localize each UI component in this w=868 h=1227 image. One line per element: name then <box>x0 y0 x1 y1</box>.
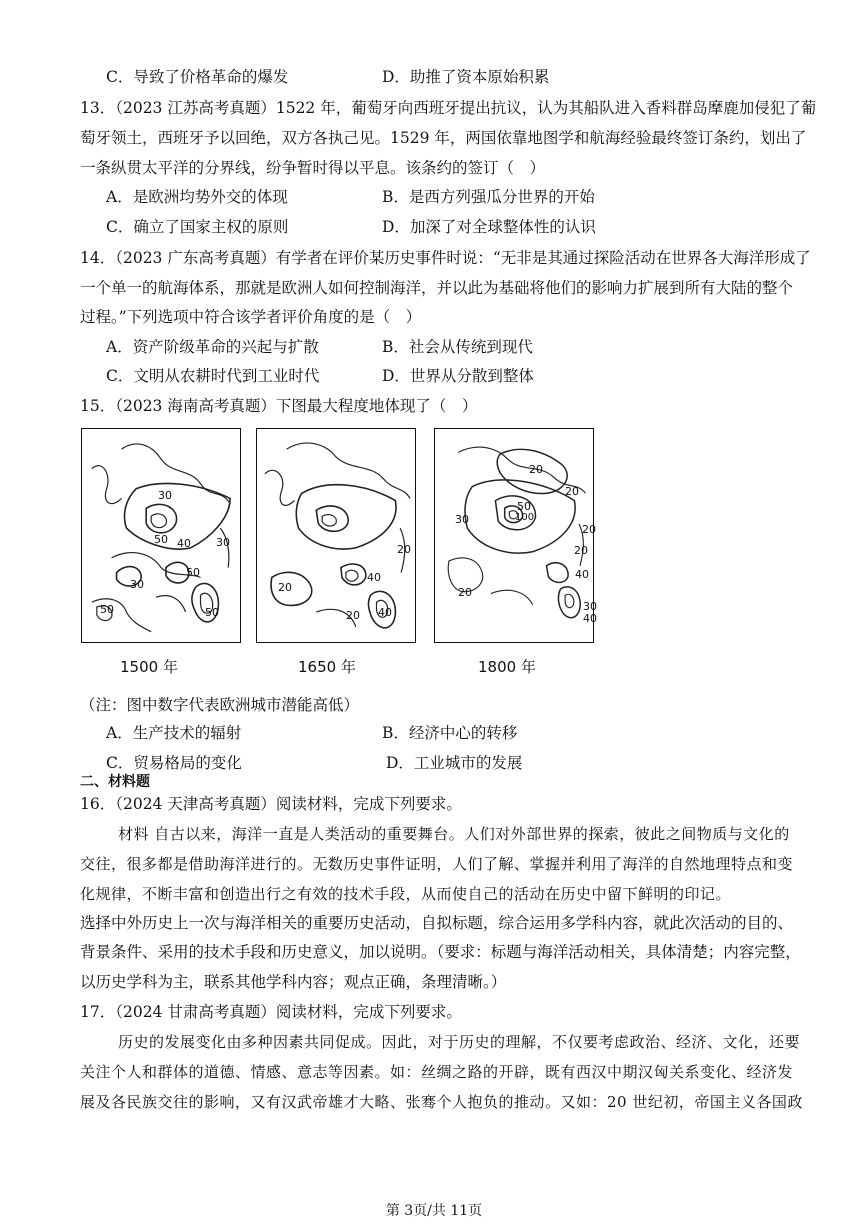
q15-map-note: （注：图中数字代表欧洲城市潜能高低） <box>80 696 360 714</box>
q16-material-line-3: 化规律，不断丰富和创造出行之有效的技术手段，从而使自己的活动在历史中留下鲜明的印记。 <box>80 885 732 903</box>
q15-option-b: B．经济中心的转移 <box>382 724 518 742</box>
q16-requirement-line-2: 背景条件、采用的技术手段和历史意义，加以说明。（要求：标题与海洋活动相关，具体清楚；内容完整， <box>80 943 801 961</box>
map-1800-label: 100 <box>515 512 535 523</box>
q14-option-b: B．社会从传统到现代 <box>382 338 533 356</box>
map-1500-label: 50 <box>100 603 114 616</box>
map-1800-label: 20 <box>574 544 588 557</box>
map-1500-label: 30 <box>158 489 172 502</box>
map-1650-label: 20 <box>397 543 411 556</box>
map-1500-label: 30 <box>216 536 230 549</box>
map-1500-year: 1500 年 <box>120 658 178 676</box>
q17-material-line-2: 关注个人和群体的道德、情感、意志等因素。如：丝绸之路的开辟，既有西汉中期汉匈关系变化、经济发 <box>80 1063 794 1081</box>
map-1800-label: 30 <box>583 600 597 613</box>
q14-option-c: C．文明从农耕时代到工业时代 <box>106 367 320 385</box>
q16-material-line-2: 交往，很多都是借助海洋进行的。无数历史事件证明，人们了解、掌握并利用了海洋的自然地理特点和变 <box>80 855 794 873</box>
q15-option-d: D．工业城市的发展 <box>386 754 523 772</box>
q12-option-d: D．助推了资本原始积累 <box>382 68 550 86</box>
q14-stem-line-3: 过程。”下列选项中符合该学者评价角度的是（ ） <box>80 308 422 326</box>
q15-option-a: A．生产技术的辐射 <box>106 724 242 742</box>
q14-option-d: D．世界从分散到整体 <box>382 367 534 385</box>
q16-requirement-line-3: 以历史学科为主，联系其他学科内容；观点正确，条理清晰。） <box>80 973 507 991</box>
map-1650-label: 20 <box>346 609 360 622</box>
map-1650-label: 40 <box>367 571 381 584</box>
map-1500-label: 50 <box>205 606 219 619</box>
map-1650-label: 20 <box>278 581 292 594</box>
map-1500-label: 30 <box>130 578 144 591</box>
q13-stem-line-2: 萄牙领土，西班牙予以回绝，双方各执己见。1529 年，两国依靠地图学和航海经验最终签订条约，划出了 <box>80 129 807 147</box>
q14-option-a: A．资产阶级革命的兴起与扩散 <box>106 338 319 356</box>
map-1800-label: 20 <box>565 485 579 498</box>
q17-material-line-3: 展及各民族交往的影响，又有汉武帝雄才大略、张骞个人抱负的推动。又如：20 世纪初，帝国主义各国政 <box>80 1093 803 1111</box>
q16-material-line-1: 材料 自古以来，海洋一直是人类活动的重要舞台。人们对外部世界的探索，彼此之间物质与文化的 <box>118 825 790 843</box>
section-title: 二、材料题 <box>80 774 150 790</box>
page-number: 第 3页/共 11页 <box>385 1203 483 1219</box>
map-1650-year: 1650 年 <box>298 658 356 676</box>
map-1800-year: 1800 年 <box>478 658 536 676</box>
map-1800-label: 50 <box>517 500 531 513</box>
q16-requirement-line-1: 选择中外历史上一次与海洋相关的重要历史活动，自拟标题，综合运用多学科内容，就此次活动的目的、 <box>80 914 794 932</box>
map-1800 <box>434 428 594 643</box>
map-1800-graphic <box>435 429 593 642</box>
q13-stem-line-1: 13．（2023 江苏高考真题）1522 年，葡萄牙向西班牙提出抗议，认为其船队进入香料群岛摩鹿加侵犯了葡 <box>80 99 817 117</box>
q14-stem-line-1: 14．（2023 广东高考真题）有学者在评价某历史事件时说：“无非是其通过探险活动在世界各大海洋形成了 <box>80 249 811 267</box>
map-1500-label: 50 <box>154 533 168 546</box>
q13-option-c: C．确立了国家主权的原则 <box>106 218 289 236</box>
map-1800-label: 40 <box>575 568 589 581</box>
q12-option-c: C．导致了价格革命的爆发 <box>106 68 289 86</box>
q13-option-d: D．加深了对全球整体性的认识 <box>382 218 596 236</box>
map-1800-label: 20 <box>582 523 596 536</box>
q15-option-c: C．贸易格局的变化 <box>106 754 242 772</box>
map-1650-label: 40 <box>378 606 392 619</box>
q15-stem-line-1: 15．（2023 海南高考真题）下图最大程度地体现了（ ） <box>80 397 478 415</box>
map-1800-label: 20 <box>458 586 472 599</box>
map-1500-label: 40 <box>177 537 191 550</box>
map-1650 <box>256 428 416 643</box>
map-1800-label: 30 <box>455 513 469 526</box>
q17-stem: 17．（2024 甘肃高考真题）阅读材料，完成下列要求。 <box>80 1003 462 1021</box>
q13-option-a: A．是欧洲均势外交的体现 <box>106 188 288 206</box>
q16-stem: 16．（2024 天津高考真题）阅读材料，完成下列要求。 <box>80 795 462 813</box>
map-1800-label: 40 <box>583 612 597 625</box>
map-1500-label: 50 <box>186 566 200 579</box>
q13-option-b: B．是西方列强瓜分世界的开始 <box>382 188 595 206</box>
map-1800-label: 20 <box>529 463 543 476</box>
q14-stem-line-2: 一个单一的航海体系，那就是欧洲人如何控制海洋，并以此为基础将他们的影响力扩展到所有大陆的整个 <box>80 279 794 297</box>
q13-stem-line-3: 一条纵贯太平洋的分界线，纷争暂时得以平息。该条约的签订（ ） <box>80 159 546 177</box>
q17-material-line-1: 历史的发展变化由多种因素共同促成。因此，对于历史的理解，不仅要考虑政治、经济、文化，还要 <box>118 1033 801 1051</box>
